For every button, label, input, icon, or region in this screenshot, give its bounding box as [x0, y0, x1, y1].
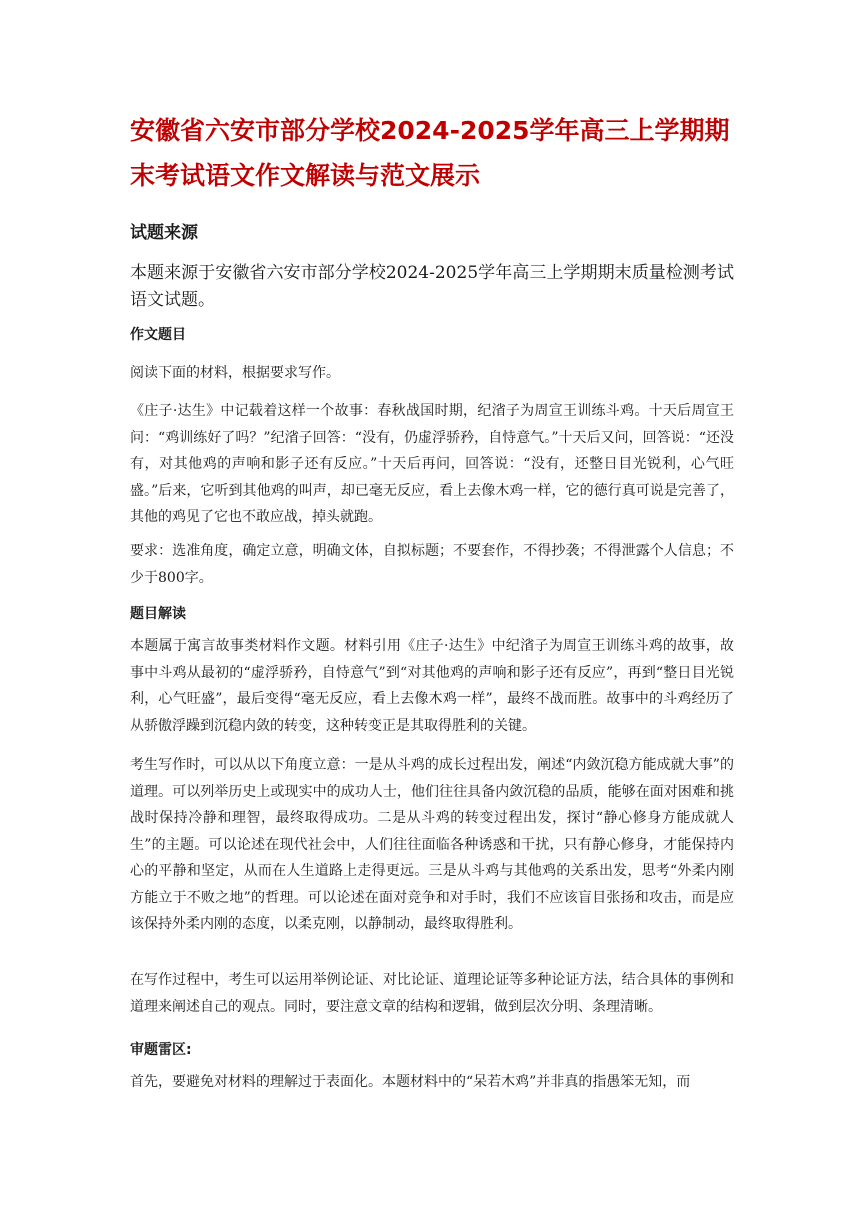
source-heading: 试题来源	[130, 223, 198, 243]
document-title: 安徽省六安市部分学校2024-2025学年高三上学期期末考试语文作文解读与范文展示	[130, 116, 730, 190]
pitfall-heading: 审题雷区:	[130, 1042, 192, 1058]
analysis-paragraph-3: 在写作过程中，考生可以运用举例论证、对比论证、道理论证等多种论证方法，结合具体的事例和道理来阐述自己的观点。同时，要注意文章的结构和逻辑，做到层次分明、条理清晰。	[130, 972, 734, 1015]
topic-intro: 阅读下面的材料，根据要求写作。	[130, 365, 340, 381]
pitfall-paragraph-1: 首先，要避免对材料的理解过于表面化。本题材料中的“呆若木鸡”并非真的指愚笨无知，而	[130, 1074, 691, 1090]
analysis-paragraph-2: 考生写作时，可以从以下角度立意：一是从斗鸡的成长过程出发，阐述“内敛沉稳方能成就大事”的道理。可以列举历史上或现实中的成功人士，他们往往具备内敛沉稳的品质，能够在面对困难和挑战时保持冷静和理智，最终取得成功。二是从斗鸡的转变过程出发，探讨“静心修身方能成就人生”的主题。可以论述在现代社会中，人们往往面临各种诱惑和干扰，只有静心修身，才能保持内心的平静和坚定，从而在人生道路上走得更远。三是从斗鸡与其他鸡的关系出发，思考“外柔内刚方能立于不败之地”的哲理。可以论述在面对竞争和对手时，我们不应该盲目张扬和攻击，而是应该保持外柔内刚的态度，以柔克刚，以静制动，最终取得胜利。	[130, 757, 734, 932]
analysis-heading: 题目解读	[130, 606, 186, 622]
topic-requirement: 要求：选准角度，确定立意，明确文体，自拟标题；不要套作，不得抄袭；不得泄露个人信息；不少于800字。	[130, 543, 734, 586]
source-text: 本题来源于安徽省六安市部分学校2024-2025学年高三上学期期末质量检测考试语文试题。	[130, 263, 734, 310]
topic-heading: 作文题目	[130, 327, 186, 343]
topic-material: 《庄子·达生》中记载着这样一个故事：春秋战国时期，纪渻子为周宣王训练斗鸡。十天后周宣王问：“鸡训练好了吗？”纪渻子回答：“没有，仍虚浮骄矜，自恃意气。”十天后又问，回答说：“还没有，对其他鸡的声响和影子还有反应。”十天后再问，回答说：“没有，还整日目光锐利，心气旺盛。”后来，它听到其他鸡的叫声，却已毫无反应，看上去像木鸡一样，它的德行真可说是完善了，其他的鸡见了它也不敢应战，掉头就跑。	[130, 403, 734, 525]
analysis-paragraph-1: 本题属于寓言故事类材料作文题。材料引用《庄子·达生》中纪渻子为周宣王训练斗鸡的故事，故事中斗鸡从最初的“虚浮骄矜，自恃意气”到“对其他鸡的声响和影子还有反应”，再到“整日目光锐利，心气旺盛”，最后变得“毫无反应，看上去像木鸡一样”，最终不战而胜。故事中的斗鸡经历了从骄傲浮躁到沉稳内敛的转变，这种转变正是其取得胜利的关键。	[130, 638, 734, 734]
